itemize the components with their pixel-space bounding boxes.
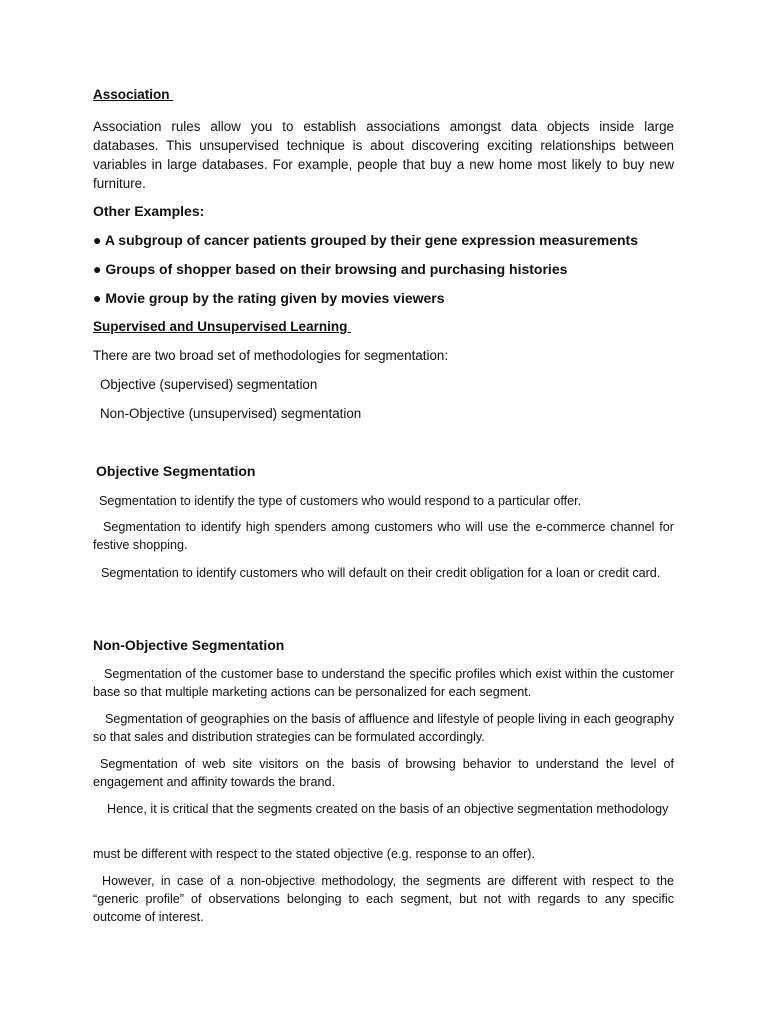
non-objective-paragraph-6: However, in case of a non-objective methodology, the segments are different with respect to the “generic profile” of observations belonging to each segment, but not with regards to any specific outcome of interest. [93,874,674,924]
supervised-heading: Supervised and Unsupervised Learning [93,319,352,334]
non-objective-heading: Non-Objective Segmentation [93,637,285,653]
objective-heading: Objective Segmentation [96,463,256,479]
supervised-item-2: Non-Objective (unsupervised) segmentation [100,406,362,421]
objective-paragraph-3: Segmentation to identify customers who will default on their credit obligation for a loan or credit card. [101,566,661,580]
objective-paragraph-2: Segmentation to identify high spenders among customers who will use the e-commerce channel for festive shopping. [93,520,674,552]
objective-paragraph-1: Segmentation to identify the type of customers who would respond to a particular offer. [99,494,582,508]
supervised-item-1: Objective (supervised) segmentation [100,377,318,392]
other-examples-heading: Other Examples: [93,203,205,219]
example-item-2: ● Groups of shopper based on their browsing and purchasing histories [93,261,568,277]
example-item-3: ● Movie group by the rating given by movies viewers [93,290,445,306]
non-objective-paragraph-2: Segmentation of geographies on the basis of affluence and lifestyle of people living in each geography so that sales and distribution strategies can be formulated accordingly. [93,712,674,744]
example-item-1: ● A subgroup of cancer patients grouped by their gene expression measurements [93,232,638,248]
supervised-intro: There are two broad set of methodologies for segmentation: [93,348,449,363]
association-heading: Association [93,87,174,102]
association-paragraph: Association rules allow you to establish associations amongst data objects inside large databases. This unsupervised technique is about discovering exciting relationships between variables in large databases. For example, people that buy a new home most likely to buy new furniture. [93,119,674,191]
non-objective-paragraph-4: Hence, it is critical that the segments created on the basis of an objective segmentation methodology [107,802,669,816]
non-objective-paragraph-5: must be different with respect to the stated objective (e.g. response to an offer). [93,847,535,861]
non-objective-paragraph-3: Segmentation of web site visitors on the basis of browsing behavior to understand the level of engagement and affinity towards the brand. [93,757,674,789]
non-objective-paragraph-1: Segmentation of the customer base to understand the specific profiles which exist within the customer base so that multiple marketing actions can be personalized for each segment. [93,667,674,699]
